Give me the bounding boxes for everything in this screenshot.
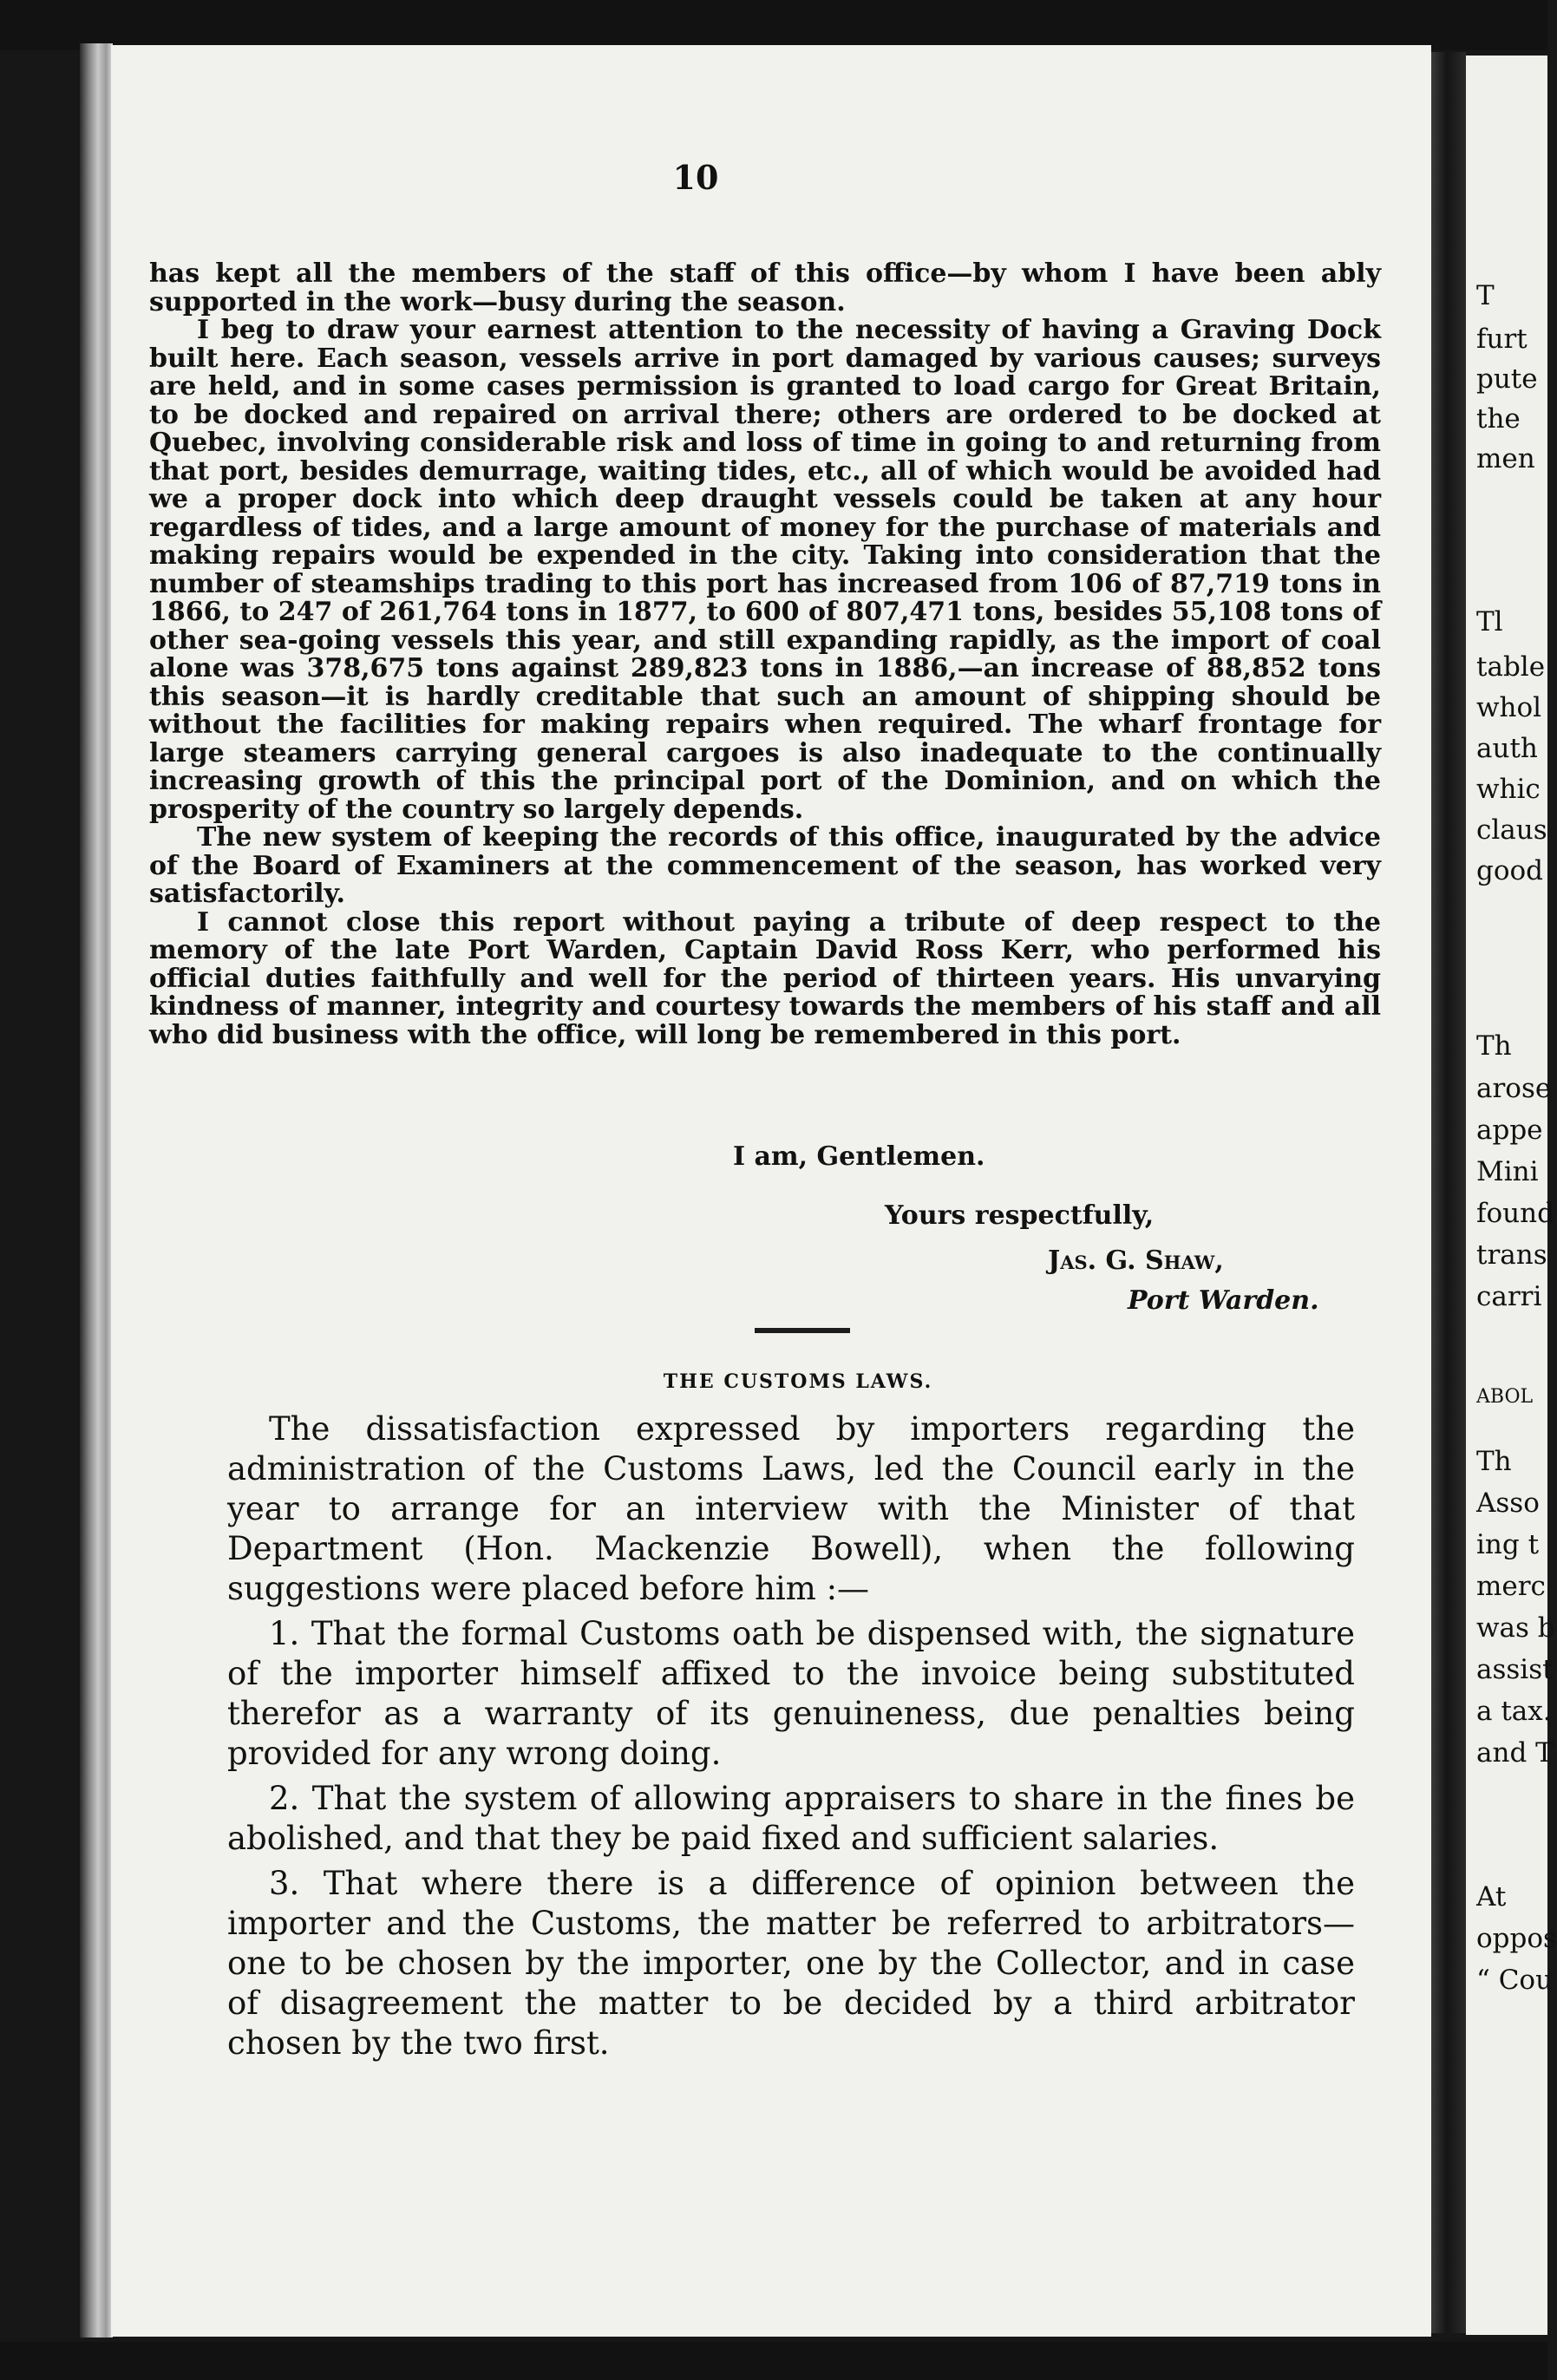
closing-line: Yours respectfully, [885,1200,1155,1231]
facing-page-fragment: Th [1476,1446,1512,1477]
paragraph: The dissatisfaction expressed by importers regarding the administration of the Customs Laws, led the Council early in the year to arrange for an interview with the Minister of that Department (Hon. Mackenzie Bowell), when the following suggestions were placed before him :— [227,1410,1355,1607]
numbered-paragraph: 3. That where there is a difference of opinion between the importer and the Customs, the matter be referred to arbitrators—one to be chosen by the importer, one by the Collector, and in case of disagreement the matter to be decided by a third arbitrator chosen by the two first. [227,1865,1355,2062]
facing-page-fragment: whol [1476,692,1542,723]
facing-page-fragment: the [1476,403,1521,435]
paragraph: I cannot close this report without paying a tribute of deep respect to the memory of the late Port Warden, Captain David Ross Kerr, who performed his official duties faithfully and well for the period of thirteen years. His unvarying kindness of manner, integrity and courtesy towards the members of his staff and all who did business with the office, will long be remembered in this port. [149,906,1381,1050]
facing-page-fragment: ABOL [1476,1386,1534,1408]
facing-page-fragment: At [1476,1881,1507,1912]
facing-page-fragment: assist [1476,1654,1554,1685]
facing-page-fragment: table [1476,651,1546,683]
facing-page-fragment: a tax. [1476,1696,1552,1727]
facing-page-fragment: Mini [1476,1156,1539,1187]
facing-page-fragment: T [1476,280,1495,311]
paragraph: has kept all the members of the staff of this office—by whom I have been ably supported in the work—busy during the season. [149,258,1381,317]
facing-page-fragment: men [1476,443,1535,474]
facing-page-fragment: Asso [1476,1488,1540,1519]
signature: Jas. G. Shaw, [1048,1246,1224,1276]
film-border-top [0,0,1547,50]
facing-page-fragment: ing t [1476,1529,1540,1560]
customs-laws-text [227,1409,1355,2069]
facing-page-fragment: was b [1476,1612,1555,1644]
facing-page-fragment: Tl [1476,606,1503,638]
facing-page-fragment: arose [1476,1073,1552,1104]
facing-page-fragment: whic [1476,774,1541,805]
facing-page-fragment: Th [1476,1030,1512,1062]
facing-page-fragment: claus [1476,814,1547,846]
facing-page-fragment: trans [1476,1239,1547,1271]
facing-page-fragment: carri [1476,1281,1542,1312]
signature-title: Port Warden. [1128,1285,1319,1316]
facing-page-fragment: furt [1476,324,1528,355]
section-heading: THE CUSTOMS LAWS. [663,1370,933,1393]
facing-page-fragment: “ Cou [1476,1965,1554,1996]
facing-page-fragment: merc [1476,1571,1546,1602]
facing-page [1466,56,1557,2335]
page-gutter-shadow [1431,52,1466,2333]
facing-page-fragment: auth [1476,733,1538,764]
facing-page-fragment: appe [1476,1115,1543,1146]
film-border-bottom [0,2342,1547,2380]
paragraph: The new system of keeping the records of this office, inaugurated by the advice of the Board of Examiners at the commencement of the season, has worked very satisfactorily. [149,822,1381,909]
section-divider [755,1328,850,1333]
facing-page-fragment: oppos [1476,1923,1557,1954]
salutation: I am, Gentlemen. [733,1141,985,1172]
facing-page-fragment: good [1476,855,1544,886]
facing-page-fragment: found [1476,1198,1554,1229]
facing-page-fragment: and T [1476,1737,1554,1769]
numbered-paragraph: 2. That the system of allowing appraisers to share in the fines be abolished, and that they be paid fixed and sufficient salaries. [227,1780,1355,1857]
facing-page-fragment: pute [1476,363,1538,395]
page-number: 10 [672,158,719,197]
numbered-paragraph: 1. That the formal Customs oath be dispensed with, the signature of the importer himself affixed to the invoice being substituted therefor as a warranty of its genuineness, due penalties being provided for any wrong doing. [227,1615,1355,1772]
paragraph: I beg to draw your earnest attention to the necessity of having a Graving Dock built here. Each season, vessels arrive in port damaged by various causes; surveys are held, and in some cases permission is granted to load cargo for Great Britain, to be docked and repaired on arrival there; others are ordered to be docked at Quebec, involving considerable risk and loss of time in going to and returning from that port, besides demurrage, waiting tides, etc., all of which would be avoided had we a proper dock into which deep draught vessels could be taken at any hour regardless of tides, and a large amount of money for the purchase of materials and making repairs would be expended in the city. Taking into consideration that the number of steamships trading to this port has increased from 106 of 87,719 tons in 1866, to 247 of 261,764 tons in 1877, to 600 of 807,471 tons, besides 55,108 tons of other sea-going vessels this year, and still expanding rapidly, as the import of coal alone was 378,675 tons against 289,823 tons in 1886,—an increase of 88,852 tons this season—it is hardly creditable that such an amount of shipping should be without the facilities for making repairs when required. The wharf frontage for large steamers carrying general cargoes is also inadequate to the continually increasing growth of this the principal port of the Dominion, and on which the prosperity of the country so largely depends. [149,315,1381,825]
book-binding-edge [80,43,113,2338]
port-warden-report-text [149,260,1381,1049]
